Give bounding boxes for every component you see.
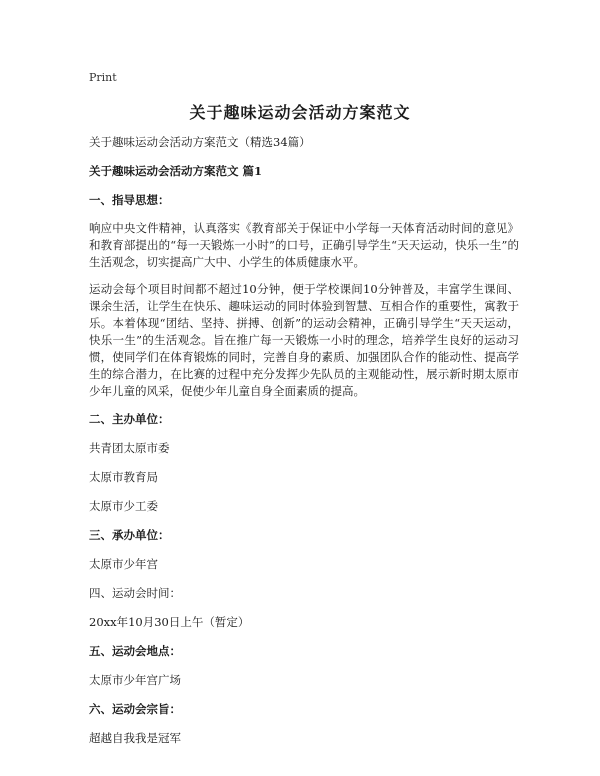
organizer-item: 太原市教育局 bbox=[89, 470, 158, 484]
section-guiding-ideology-paragraph-1: 响应中央文件精神，认真落实《教育部关于保证中小学每一天体育活动时间的意见》和教育部提出的“每一天锻炼一小时”的口号，正确引导学生“天天运动，快乐一生”的生活观念，切实提高广大中、小学生的体质健康水平。 bbox=[89, 221, 519, 269]
section-time-title: 四、运动会时间： bbox=[89, 586, 181, 600]
section-place-title: 五、运动会地点： bbox=[89, 644, 181, 658]
document-subtitle: 关于趣味运动会活动方案范文（精选34篇） bbox=[89, 135, 311, 149]
host-item: 太原市少年宫 bbox=[89, 557, 158, 571]
section-guiding-ideology-title: 一、指导思想： bbox=[89, 193, 170, 207]
time-value: 20xx年10月30日上午（暂定） bbox=[89, 615, 250, 629]
section-guiding-ideology-paragraph-2: 运动会每个项目时间都不超过10分钟，便于学校课间10分钟普及，丰富学生课间、课余生活，让学生在快乐、趣味运动的同时体验到智慧、互相合作的重要性，寓教于乐。本着体现“团结、坚持、拼搏、创新”的运动会精神，正确引导学生“天天运动，快乐一生”的生活观念。旨在推广每一天锻炼一小时的理念，培养学生良好的运动习惯，使同学们在体育锻炼的同时，完善自身的素质、加强团队合作的能动性、提高学生的综合潜力，在比赛的过程中充分发挥少先队员的主观能动性，展示新时期太原市少年儿童的风采，促使少年儿童自身全面素质的提高。 bbox=[89, 282, 519, 398]
purpose-value: 超越自我我是冠军 bbox=[89, 731, 181, 745]
organizer-item: 共青团太原市委 bbox=[89, 441, 170, 455]
section-purpose-title: 六、运动会宗旨： bbox=[89, 702, 181, 716]
place-value: 太原市少年宫广场 bbox=[89, 673, 181, 687]
chapter-title: 关于趣味运动会活动方案范文 篇1 bbox=[89, 164, 263, 178]
section-organizer-title: 二、主办单位： bbox=[89, 412, 170, 426]
print-link[interactable]: Print bbox=[89, 71, 117, 84]
section-host-title: 三、承办单位： bbox=[89, 528, 170, 542]
document-title: 关于趣味运动会活动方案范文 bbox=[189, 103, 411, 122]
organizer-item: 太原市少工委 bbox=[89, 499, 158, 513]
document-body bbox=[89, 133, 519, 758]
